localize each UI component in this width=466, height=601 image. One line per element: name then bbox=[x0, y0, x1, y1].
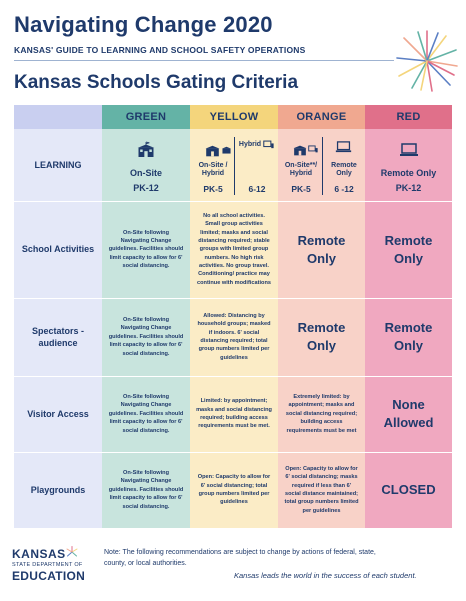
laptop-icon bbox=[399, 143, 419, 157]
row-label-school-activities: School Activities bbox=[14, 201, 102, 298]
laptop-icon bbox=[335, 141, 352, 153]
playgrounds-yellow-cell: Open: Capacity to allow for 6' social distancing; total group numbers limited per guidelines bbox=[190, 452, 278, 528]
learning-yellow-b-grades: 6-12 bbox=[248, 184, 266, 194]
visitor-green-cell: On-Site following Navigating Change guidelines. Facilities should limit capacity to allow for 6' social distancing. bbox=[102, 376, 190, 452]
learning-red-mode: Remote Only bbox=[380, 168, 437, 178]
learning-orange-cell bbox=[278, 129, 365, 201]
learning-yellow-cell bbox=[190, 129, 278, 201]
visitor-red-cell: None Allowed bbox=[365, 376, 452, 452]
label-column-header bbox=[14, 105, 102, 129]
visitor-yellow-cell: Limited: by appointment; masks and social distancing required; building access requirements must be met. bbox=[190, 376, 278, 452]
learning-green-cell bbox=[102, 129, 190, 201]
row-divider bbox=[14, 452, 452, 453]
page-title: Navigating Change 2020 bbox=[14, 12, 273, 37]
header-divider bbox=[14, 60, 394, 61]
device-icon bbox=[308, 145, 318, 154]
school-building-icon bbox=[221, 145, 232, 154]
logo-education-text: EDUCATION bbox=[12, 569, 86, 583]
column-header-red: RED bbox=[365, 105, 452, 129]
activities-green-cell: On-Site following Navigating Change guidelines. Facilities should limit capacity to allow for 6' social distancing. bbox=[102, 201, 190, 298]
spectators-green-cell: On-Site following Navigating Change guidelines. Facilities should limit capacity to allow for 6' social distancing. bbox=[102, 298, 190, 376]
row-label-visitor-access: Visitor Access bbox=[14, 376, 102, 452]
playgrounds-red-cell: CLOSED bbox=[365, 452, 452, 528]
spectators-yellow-cell: Allowed: Distancing by household groups; masked if indoors. 6' social distancing required; total group numbers limited per guidelines bbox=[190, 298, 278, 376]
learning-orange-divider bbox=[322, 137, 323, 195]
row-divider bbox=[14, 376, 452, 377]
starburst-icon bbox=[394, 28, 460, 94]
section-title: Kansas Schools Gating Criteria bbox=[14, 72, 299, 93]
learning-orange-a-mode: On-Site**/ Hybrid bbox=[284, 162, 318, 178]
school-building-icon bbox=[204, 143, 221, 157]
column-header-orange: ORANGE bbox=[278, 105, 365, 129]
activities-red-cell: Remote Only bbox=[365, 201, 452, 298]
row-divider bbox=[14, 201, 452, 202]
learning-red-grades: PK-12 bbox=[395, 183, 422, 193]
school-building-icon bbox=[136, 141, 156, 158]
activities-yellow-cell: No all school activities. Small group activities limited; masks and social distancing required; stable groups with limited group numbers. No high risk activities. No group travel. Conditioning/ practice may continue with modifications bbox=[190, 201, 278, 298]
learning-yellow-b-mode: Hybrid bbox=[238, 141, 262, 148]
device-icon bbox=[263, 140, 274, 150]
logo-kansas-text: KANSAS bbox=[12, 547, 66, 561]
school-building-icon bbox=[292, 143, 308, 156]
learning-orange-a-grades: PK-5 bbox=[291, 184, 311, 194]
row-label-playgrounds: Playgrounds bbox=[14, 452, 102, 528]
gating-criteria-table bbox=[14, 105, 452, 528]
playgrounds-orange-cell: Open: Capacity to allow for 6' social distancing; masks required if less than 6' social distance maintained; total group numbers limited per guidelines bbox=[278, 452, 365, 528]
learning-yellow-divider bbox=[234, 137, 235, 195]
row-label-learning: LEARNING bbox=[14, 129, 102, 201]
row-label-spectators: Spectators - audience bbox=[14, 298, 102, 376]
playgrounds-green-cell: On-Site following Navigating Change guidelines. Facilities should limit capacity to allow for 6' social distancing. bbox=[102, 452, 190, 528]
column-header-green: GREEN bbox=[102, 105, 190, 129]
learning-yellow-a-mode: On-Site / Hybrid bbox=[198, 162, 228, 178]
learning-green-mode: On-Site bbox=[129, 168, 162, 178]
column-header-yellow: YELLOW bbox=[190, 105, 278, 129]
learning-orange-b-mode: Remote Only bbox=[331, 162, 357, 178]
spectators-orange-cell: Remote Only bbox=[278, 298, 365, 376]
logo-star-icon bbox=[66, 546, 78, 558]
footer-tagline: Kansas leads the world in the success of each student. bbox=[234, 571, 417, 580]
spectators-red-cell: Remote Only bbox=[365, 298, 452, 376]
footer-note: Note: The following recommendations are subject to change by actions of federal, state, county, or local authorities. bbox=[104, 549, 376, 567]
page-header bbox=[0, 0, 466, 110]
visitor-orange-cell: Extremely limited: by appointment; masks and social distancing required; building access requirements must be met bbox=[278, 376, 365, 452]
learning-orange-b-grades: 6 -12 bbox=[334, 184, 354, 194]
activities-orange-cell: Remote Only bbox=[278, 201, 365, 298]
learning-red-cell bbox=[365, 129, 452, 201]
learning-green-grades: PK-12 bbox=[133, 183, 159, 193]
row-divider bbox=[14, 298, 452, 299]
logo-state-dept-text: STATE DEPARTMENT OF bbox=[12, 562, 83, 568]
learning-yellow-a-grades: PK-5 bbox=[203, 184, 223, 194]
page-subtitle: KANSAS' GUIDE TO LEARNING AND SCHOOL SAFETY OPERATIONS bbox=[14, 45, 306, 55]
